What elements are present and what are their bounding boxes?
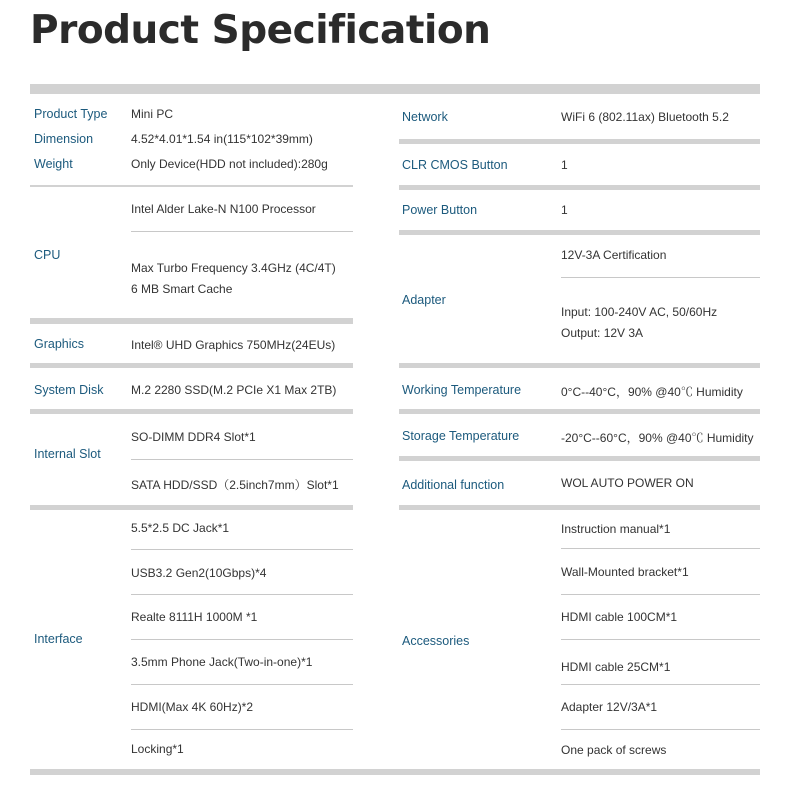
interface-value-3: Realte 8111H 1000M *1: [131, 610, 258, 624]
cpu-label: CPU: [34, 248, 61, 262]
cell-divider: [131, 594, 353, 595]
working-temperature-label: Working Temperature: [402, 383, 522, 397]
accessories-label: Accessories: [402, 634, 470, 648]
row-divider: [399, 409, 760, 414]
cpu-value-3: 6 MB Smart Cache: [131, 282, 233, 296]
cell-divider: [131, 684, 353, 685]
cell-divider: [131, 729, 353, 730]
row-divider: [399, 505, 760, 510]
dimension-value: 4.52*4.01*1.54 in(115*102*39mm): [131, 132, 313, 146]
graphics-label: Graphics: [34, 337, 85, 351]
graphics-value: Intel® UHD Graphics 750MHz(24EUs): [131, 338, 336, 352]
interface-label: Interface: [34, 632, 83, 646]
row-divider: [30, 363, 353, 368]
accessories-value-2: Wall-Mounted bracket*1: [561, 565, 689, 579]
accessories-value-1: Instruction manual*1: [561, 522, 671, 536]
internal-slot-value-1: SO-DIMM DDR4 Slot*1: [131, 430, 256, 444]
adapter-value-2: Input: 100-240V AC, 50/60Hz: [561, 305, 718, 319]
row-divider: [30, 318, 353, 324]
interface-value-5: HDMI(Max 4K 60Hz)*2: [131, 700, 254, 714]
power-button-value: 1: [561, 203, 568, 217]
network-label: Network: [402, 110, 448, 124]
cpu-value-1: Intel Alder Lake-N N100 Processor: [131, 202, 316, 216]
adapter-value-1: 12V-3A Certification: [561, 248, 667, 262]
product-type-label: Product Type: [34, 107, 108, 121]
adapter-value-3: Output: 12V 3A: [561, 326, 644, 340]
storage-temperature-label: Storage Temperature: [402, 429, 520, 443]
working-temperature-value: 0°C--40°C，90% @40℃ Humidity: [561, 385, 743, 399]
interface-value-6: Locking*1: [131, 742, 184, 756]
top-divider-bar: [30, 84, 760, 94]
cell-divider: [131, 459, 353, 460]
cell-divider: [561, 548, 760, 549]
cell-divider: [561, 277, 760, 278]
network-value: WiFi 6 (802.11ax) Bluetooth 5.2: [561, 110, 729, 124]
internal-slot-value-2: SATA HDD/SSD（2.5inch7mm）Slot*1: [131, 478, 339, 492]
clr-cmos-label: CLR CMOS Button: [402, 158, 508, 172]
row-divider: [399, 456, 760, 461]
product-type-value: Mini PC: [131, 107, 174, 121]
internal-slot-label: Internal Slot: [34, 447, 101, 461]
interface-value-4: 3.5mm Phone Jack(Two-in-one)*1: [131, 655, 313, 669]
row-divider: [399, 139, 760, 144]
interface-value-2: USB3.2 Gen2(10Gbps)*4: [131, 566, 267, 580]
adapter-label: Adapter: [402, 293, 446, 307]
row-divider: [30, 505, 353, 510]
dimension-label: Dimension: [34, 132, 94, 146]
clr-cmos-value: 1: [561, 158, 568, 172]
weight-value: Only Device(HDD not included):280g: [131, 157, 328, 171]
row-divider: [30, 185, 353, 187]
page-title: Product Specification: [30, 8, 491, 53]
accessories-value-5: Adapter 12V/3A*1: [561, 700, 658, 714]
cell-divider: [561, 594, 760, 595]
accessories-value-3: HDMI cable 100CM*1: [561, 610, 678, 624]
accessories-value-6: One pack of screws: [561, 743, 667, 757]
system-disk-value: M.2 2280 SSD(M.2 PCIe X1 Max 2TB): [131, 383, 337, 397]
row-divider: [30, 409, 353, 414]
cell-divider: [131, 231, 353, 232]
row-divider: [399, 230, 760, 235]
additional-function-label: Additional function: [402, 478, 505, 492]
cell-divider: [561, 639, 760, 640]
system-disk-label: System Disk: [34, 383, 104, 397]
row-divider: [399, 363, 760, 368]
cell-divider: [131, 639, 353, 640]
cell-divider: [561, 684, 760, 685]
row-divider: [399, 185, 760, 190]
power-button-label: Power Button: [402, 203, 478, 217]
cell-divider: [131, 549, 353, 550]
storage-temperature-value: -20°C--60°C，90% @40℃ Humidity: [561, 431, 754, 445]
accessories-value-4: HDMI cable 25CM*1: [561, 660, 671, 674]
additional-function-value: WOL AUTO POWER ON: [561, 476, 694, 490]
weight-label: Weight: [34, 157, 73, 171]
cpu-value-2: Max Turbo Frequency 3.4GHz (4C/4T): [131, 261, 336, 275]
interface-value-1: 5.5*2.5 DC Jack*1: [131, 521, 230, 535]
cell-divider: [561, 729, 760, 730]
bottom-divider-bar: [30, 769, 760, 775]
